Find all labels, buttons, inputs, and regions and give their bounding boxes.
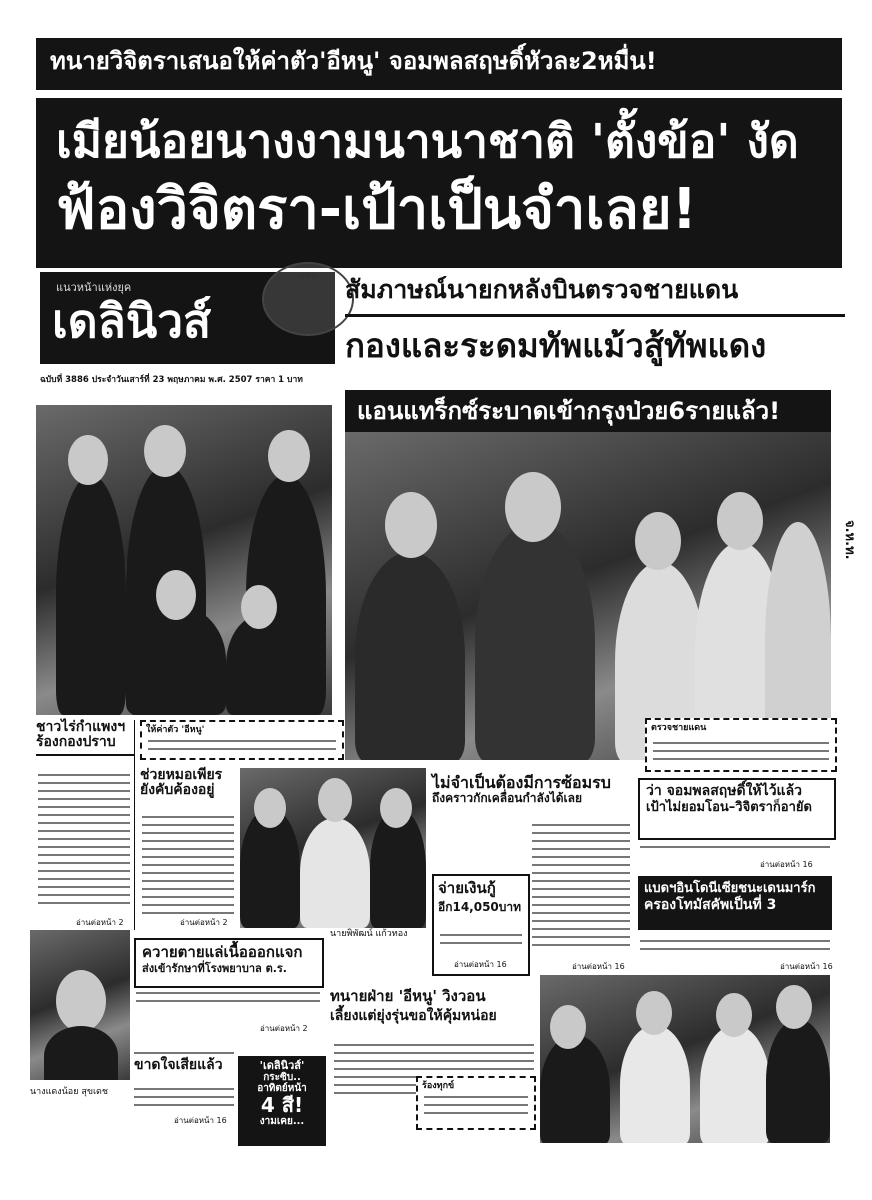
article-noodle-title: ขาดใจเสียแล้ว xyxy=(134,1057,223,1073)
photo-men-suits xyxy=(36,405,332,715)
article-marshal-cont: อ่านต่อหน้า 16 xyxy=(760,860,813,869)
article-buffalo xyxy=(134,938,324,988)
photo-caption-woman: นางแดงน้อย สุขเดช xyxy=(30,1087,109,1097)
article-buffalo-title1: ควายตายแล่เนื้อออกแจก xyxy=(142,943,303,961)
promo-line3: อาทิตย์หน้า xyxy=(257,1083,307,1095)
photo-field-marshal xyxy=(345,432,831,760)
article-lawyer-title1: ทนายฝ่าย 'อีหนู' วิงวอน xyxy=(330,987,486,1005)
main-headline-block xyxy=(36,98,842,268)
promo-line4: 4 สี! xyxy=(260,1093,304,1118)
masthead-tagline: แนวหน้าแห่งยุค xyxy=(56,281,132,294)
headline-border-inspection: สัมภาษณ์นายกหลังบินตรวจชายแดน xyxy=(345,276,845,317)
article-marshal-title2: เป้าไม่ยอมโอน–วิจิตราก็อายัด xyxy=(646,800,812,816)
caption-border xyxy=(645,718,837,772)
headline-hmong: กองและระดมทัพแม้วสู้ทัพแดง xyxy=(345,328,767,365)
article-farmers-cont: อ่านต่อหน้า 2 xyxy=(76,918,124,927)
article-badminton-cont: อ่านต่อหน้า 16 xyxy=(780,962,833,971)
promo-line1: 'เดลินิวส์' xyxy=(259,1059,305,1072)
stamp-text: ลพบ xyxy=(299,271,317,281)
top-banner-text: ทนายวิจิตราเสนอให้ค่าตัว'อีหนู' จอมพลสฤษดิ์หัวละ2หมื่น! xyxy=(50,47,657,75)
photo-seated-group xyxy=(540,975,830,1143)
article-loan xyxy=(432,874,530,976)
article-buffalo-cont: อ่านต่อหน้า 2 xyxy=(260,1024,308,1033)
article-loan-title: จ่ายเงินกู้ xyxy=(438,879,496,897)
caption-border-title: ตรวจชายแดน xyxy=(651,723,707,733)
main-headline-line1: เมียน้อยนางงามนานาชาติ 'ตั้งข้อ' งัด xyxy=(56,114,799,167)
article-marshal-title1: ว่า จอมพลสฤษดิ์ให้ไว้แล้ว xyxy=(646,783,803,799)
article-farmers-subtitle: ร้องกองปราบ xyxy=(36,735,134,755)
top-banner xyxy=(36,38,842,90)
article-buffalo-title2: ส่งเข้ารักษาที่โรงพยาบาล ต.ร. xyxy=(142,961,287,975)
photo-caption-mid: นายพิพัฒน์ แก้วทอง xyxy=(330,929,408,939)
photo-caption-br xyxy=(416,1076,536,1130)
article-doctor xyxy=(140,768,238,930)
side-mark: จ.ห.ท. xyxy=(842,520,857,560)
article-badminton xyxy=(638,876,832,930)
photo-caption-br-title: ร้องทุกข์ xyxy=(422,1081,455,1091)
article-farmers-title: ชาวไร่กำแพงฯ xyxy=(36,719,126,735)
caption-left xyxy=(140,720,344,760)
article-loan-cont: อ่านต่อหน้า 16 xyxy=(454,960,507,969)
article-marshal xyxy=(638,778,836,840)
article-badminton-title2: ครองโทมัสคัพเป็นที่ 3 xyxy=(644,897,777,914)
photo-crowd xyxy=(240,768,426,928)
issue-line: ฉบับที่ 3886 ประจำวันเสาร์ที่ 23 พฤษภาคม พ.ศ. 2507 ราคา 1 บาท xyxy=(40,375,303,385)
headline-anthrax: แอนแทร็กซ์ระบาดเข้ากรุงป่วย6รายแล้ว! xyxy=(345,390,831,432)
article-doctor-subtitle: ยังคับค้องอยู่ xyxy=(140,782,215,799)
article-noodle-cont: อ่านต่อหน้า 16 xyxy=(174,1116,227,1125)
article-war-subtitle: ถึงคราวกักเคลื่อนกำลังได้เลย xyxy=(432,790,583,805)
article-war-cont: อ่านต่อหน้า 16 xyxy=(572,962,625,971)
article-farmers xyxy=(36,720,135,930)
promo-line2: กระซิบ.. xyxy=(263,1072,301,1084)
masthead-name: เดลินิวส์ xyxy=(52,294,212,348)
article-loan-amount: อีก14,050บาท xyxy=(438,899,522,914)
article-doctor-cont: อ่านต่อหน้า 2 xyxy=(180,918,228,927)
promo-line5: งามเคย... xyxy=(259,1116,305,1128)
photo-woman xyxy=(30,930,130,1080)
stamp-seal xyxy=(262,262,354,336)
article-noodle xyxy=(134,1046,236,1126)
article-doctor-title: ช่วยหมอเพียร xyxy=(140,767,223,783)
main-headline-line2: ฟ้องวิจิตรา-เป้าเป็นจำเลย! xyxy=(56,176,698,241)
article-war-title: ไม่จำเป็นต้องมีการซ้อมรบ xyxy=(432,773,611,792)
promo-box xyxy=(238,1056,326,1146)
caption-left-title: ให้ค่าตัว 'อีหนู' xyxy=(146,725,205,735)
article-lawyer-title2: เลี้ยงแต่ยุ่งรุ่นขอให้คุ้มหน่อย xyxy=(330,1007,497,1024)
article-badminton-title1: แบดฯอินโดนีเซียชนะเดนมาร์ก xyxy=(644,881,816,896)
